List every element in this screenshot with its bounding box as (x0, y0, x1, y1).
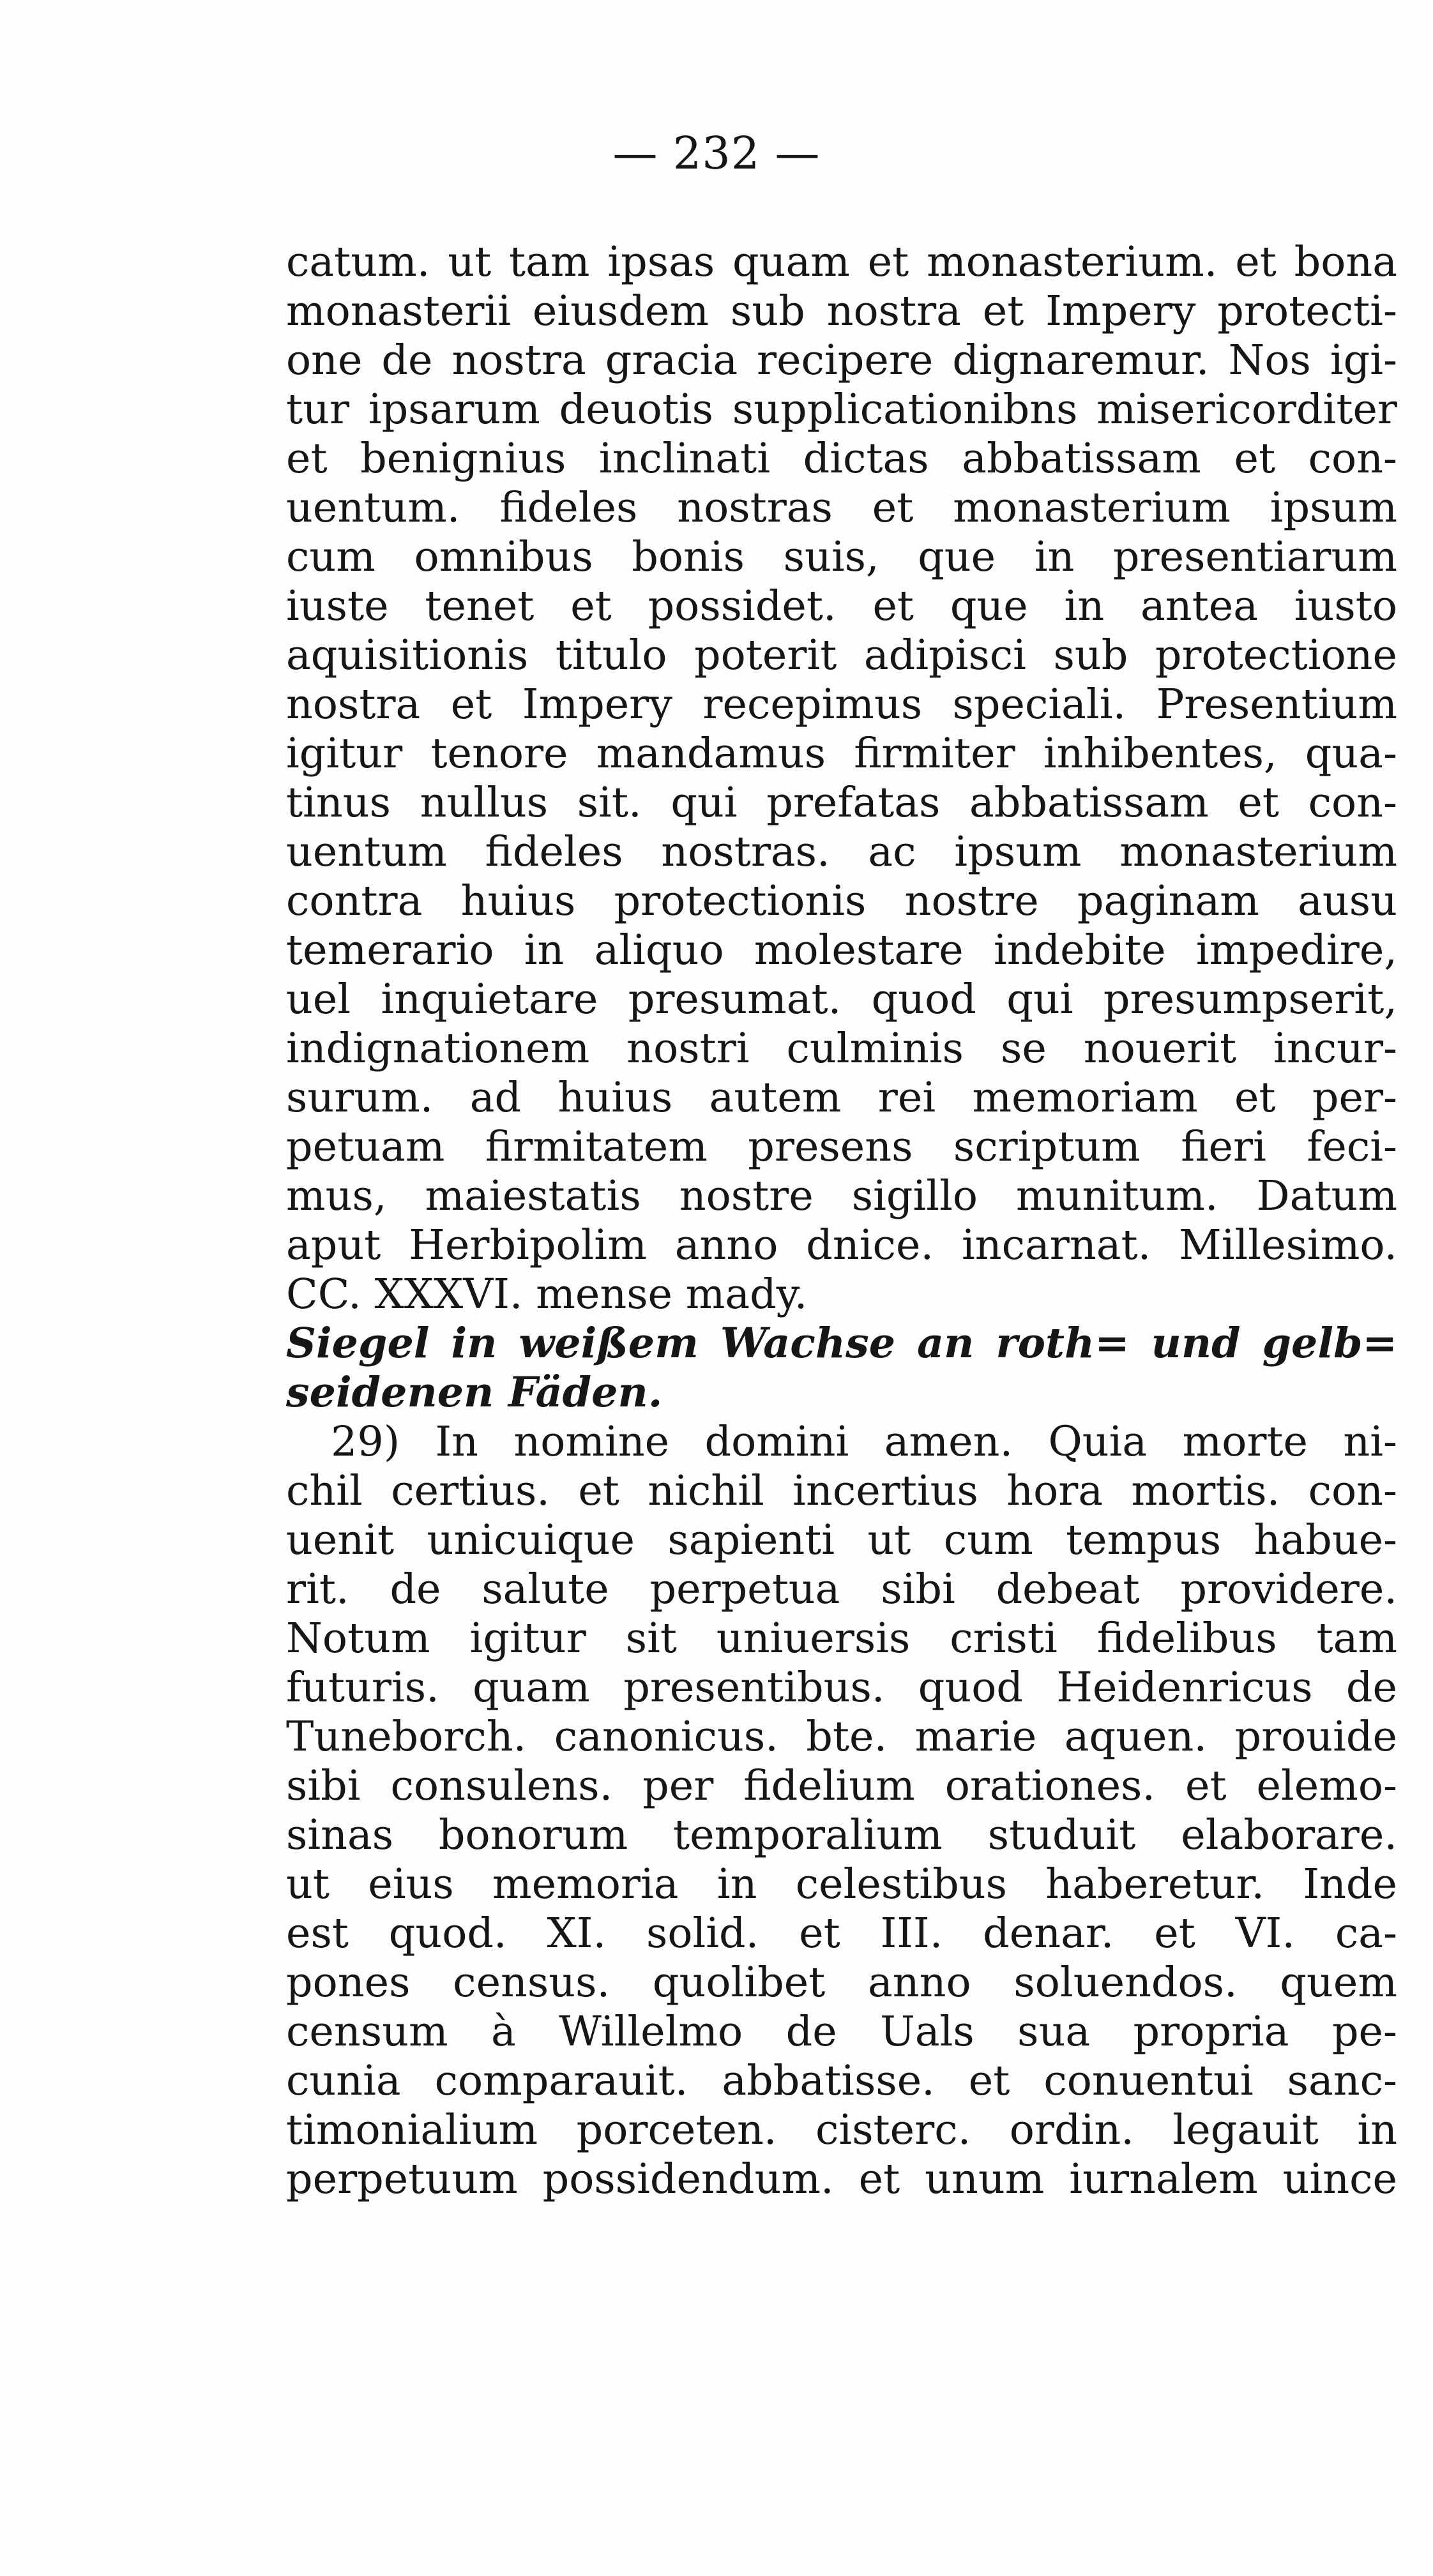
body-text (286, 237, 1397, 2204)
text-line: uentum. fideles nostras et monasterium ipsum (286, 484, 1397, 532)
text-line: Tuneborch. canonicus. bte. marie aquen. prouide (286, 1713, 1397, 1761)
text-line: mus, maiestatis nostre sigillo munitum. Datum (286, 1172, 1397, 1220)
text-line: chil certius. et nichil incertius hora mortis. con- (286, 1467, 1397, 1515)
fraktur-note-line: seidenen Fäden. (286, 1368, 663, 1417)
text-line: CC. XXXVI. mense mady. (286, 1270, 808, 1318)
text-line: indignationem nostri culminis se nouerit incur- (286, 1025, 1397, 1073)
text-line: contra huius protectionis nostre paginam ausu (286, 877, 1397, 925)
text-line: futuris. quam presentibus. quod Heidenricus de (286, 1664, 1397, 1712)
text-line: temerario in aliquo molestare indebite impedire, (286, 926, 1397, 974)
text-line: uenit unicuique sapienti ut cum tempus habue- (286, 1516, 1397, 1564)
text-line: rit. de salute perpetua sibi debeat providere. (286, 1565, 1397, 1613)
text-line: pones census. quolibet anno soluendos. quem (286, 1959, 1397, 2007)
text-line: censum à Willelmo de Uals sua propria pe- (286, 2008, 1397, 2056)
text-line: catum. ut tam ipsas quam et monasterium. et bona (286, 238, 1397, 286)
text-line: aquisitionis titulo poterit adipisci sub protectione (286, 631, 1397, 679)
text-line: aput Herbipolim anno dnice. incarnat. Millesimo. (286, 1221, 1397, 1269)
text-line: igitur tenore mandamus firmiter inhibentes, qua- (286, 730, 1397, 778)
text-line: cum omnibus bonis suis, que in presentiarum (286, 533, 1397, 581)
page-number: — 232 — (612, 127, 821, 179)
text-line: monasterii eiusdem sub nostra et Impery protecti- (286, 287, 1397, 335)
text-line: petuam firmitatem presens scriptum fieri feci- (286, 1123, 1397, 1171)
text-line: one de nostra gracia recipere dignaremur. Nos igi- (286, 336, 1397, 384)
text-line: tinus nullus sit. qui prefatas abbatissam et con- (286, 779, 1397, 827)
text-line: Notum igitur sit uniuersis cristi fidelibus tam (286, 1615, 1397, 1662)
text-line: sibi consulens. per fidelium orationes. et elemo- (286, 1762, 1397, 1810)
text-line: uel inquietare presumat. quod qui presumpserit, (286, 975, 1397, 1023)
text-line: est quod. XI. solid. et III. denar. et VI. ca- (286, 1909, 1397, 1957)
text-line: timonialium porceten. cisterc. ordin. legauit in (286, 2106, 1397, 2154)
text-line: iuste tenet et possidet. et que in antea iusto (286, 582, 1397, 630)
text-line: tur ipsarum deuotis supplicationibns misericorditer (286, 386, 1397, 433)
text-line: et benignius inclinati dictas abbatissam et con- (286, 435, 1397, 483)
text-line: perpetuum possidendum. et unum iurnalem uince (286, 2155, 1397, 2203)
text-line: uentum fideles nostras. ac ipsum monasterium (286, 828, 1397, 876)
text-line: surum. ad huius autem rei memoriam et per- (286, 1074, 1397, 1122)
text-line: 29) In nomine domini amen. Quia morte ni- (331, 1418, 1397, 1466)
fraktur-note-line: Siegel in weißem Wachse an roth= und gelb= (286, 1319, 1397, 1367)
text-line: cunia comparauit. abbatisse. et conuentui sanc- (286, 2057, 1397, 2105)
text-line: ut eius memoria in celestibus haberetur. Inde (286, 1860, 1397, 1908)
text-line: sinas bonorum temporalium studuit elaborare. (286, 1811, 1397, 1859)
text-line: nostra et Impery recepimus speciali. Presentium (286, 681, 1397, 728)
